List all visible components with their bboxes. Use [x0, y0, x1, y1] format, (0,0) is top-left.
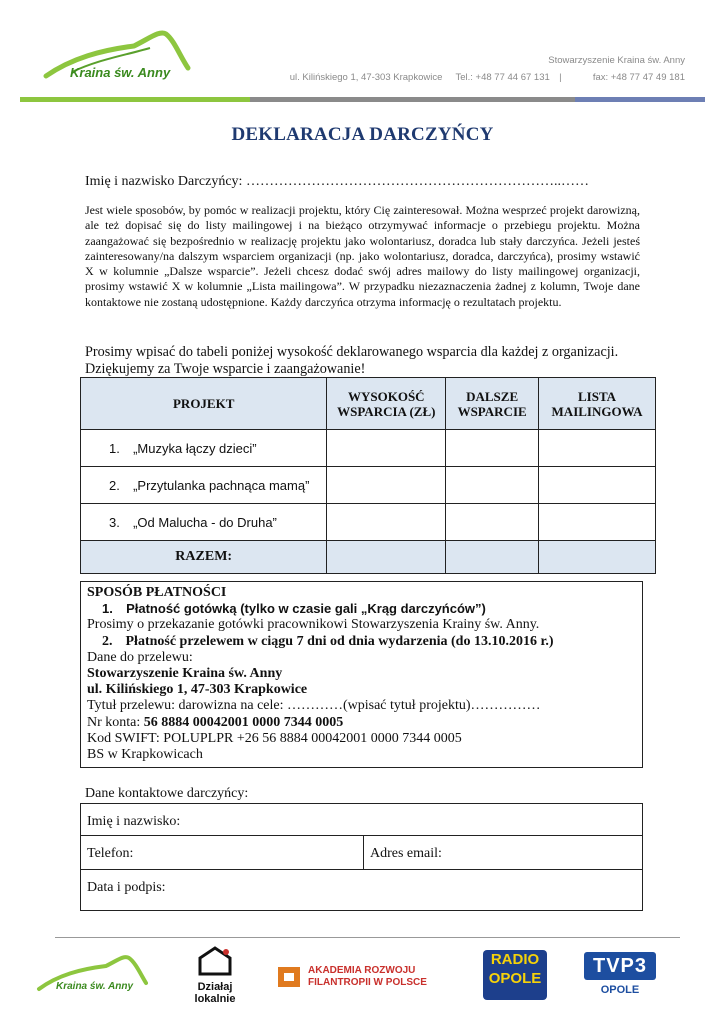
account-number: 56 8884 00042001 0000 7344 0005	[143, 714, 344, 730]
further-support-cell[interactable]	[446, 504, 539, 541]
radio-line-1: RADIO	[490, 951, 540, 968]
footer-logo-tvp3	[584, 952, 656, 1002]
email-field-label: Adres email:	[370, 846, 442, 861]
total-label: RAZEM:	[81, 541, 327, 574]
project-cell	[81, 504, 327, 541]
tvp3-sub: OPOLE	[600, 984, 640, 996]
table-row	[81, 504, 656, 541]
recipient-name: Stowarzyszenie Kraina św. Anny	[87, 666, 283, 682]
payment-heading: SPOSÓB PŁATNOŚCI	[87, 585, 227, 600]
footer-logo-dzialaj	[192, 946, 238, 1008]
house-icon	[196, 946, 234, 976]
payment-option-cash	[87, 601, 636, 617]
footer-logo-akademia	[276, 963, 446, 991]
transfer-title: Tytuł przelewu: darowizna na cele: …………(wpisać tytuł projektu)……………	[87, 698, 541, 714]
account-label: Nr konta:	[87, 714, 144, 730]
signature-field[interactable]	[81, 870, 643, 911]
request-line-2: Dziękujemy za Twoje wsparcie i zaangażowanie!	[85, 360, 366, 377]
org-name: Stowarzyszenie Kraina św. Anny	[548, 55, 685, 66]
tvp3-badge: TVP3	[584, 952, 656, 980]
header-separator: |	[559, 72, 562, 83]
option-number: 2.	[102, 633, 113, 649]
header-band-grey	[250, 97, 575, 102]
name-field[interactable]	[81, 804, 643, 836]
cash-description: Prosimy o przekazanie gotówki pracownikowi Stowarzyszenia Krainy św. Anny.	[87, 617, 540, 633]
recipient-address: ul. Kilińskiego 1, 47-303 Krapkowice	[87, 682, 308, 698]
amount-cell[interactable]	[327, 467, 446, 504]
intro-paragraph: Jest wiele sposobów, by pomóc w realizacji projektu, który Cię zainteresował. Można wesprzeć projekt darowizną, ale też dopisać się do listy mailingowej i na bieżąco otrzymywać informacje o przebiegu projektu. Można zaangażować się bezpośrednio w realizację projektu jako wolontariusz, doradca lub stały darczyńca. Jeżeli jesteś zainteresowany/na dalszym wsparciem organizacji (np. jako wolontariusz, doradca, darczyńca), prosimy wstawić X w kolumnie „Dalsze wsparcie”. Jeżeli chcesz dodać swój adres mailowy do listy mailingowej organizacji, prosimy wstawić X w kolumnie „Lista mailingowa”. W przypadku niezaznaczenia żadnej z kolumn, Twoje dane kontaktowe nie zostaną udostępnione. Każdy darczyńca otrzyma informację o rezultatach projektu.	[85, 203, 640, 309]
logo-text: Kraina św. Anny	[70, 65, 171, 80]
project-name: „Przytulanka pachnąca mamą”	[133, 477, 310, 493]
header-logo	[42, 28, 192, 88]
document-title: DEKLARACJA DARCZYŃCY	[231, 124, 494, 145]
header-wysokosc: WYSOKOŚĆ WSPARCIA (ZŁ)	[327, 378, 446, 430]
request-text	[85, 344, 655, 377]
org-address: ul. Kilińskiego 1, 47-303 Krapkowice	[289, 72, 443, 83]
account-line	[87, 715, 636, 731]
total-amount-cell[interactable]	[327, 541, 446, 574]
header-band-blue	[575, 97, 705, 102]
swift-line: Kod SWIFT: POLUPLPR +26 56 8884 00042001 0000 7344 0005	[87, 730, 462, 746]
akademia-line-2: FILANTROPII W POLSCE	[308, 977, 427, 988]
phone-field[interactable]	[81, 836, 364, 870]
option-title: Płatność gotówką (tylko w czasie gali „Krąg darczyńców”)	[126, 601, 486, 617]
project-name: „Muzyka łączy dzieci”	[133, 440, 257, 456]
mailing-list-cell[interactable]	[539, 467, 656, 504]
kraina-logo-icon	[36, 953, 148, 999]
mailing-list-cell[interactable]	[539, 504, 656, 541]
email-field[interactable]	[364, 836, 643, 870]
header-dalsze: DALSZE WSPARCIE	[446, 378, 539, 430]
footer-logo-kraina	[36, 953, 148, 999]
dzialaj-line-1: Działaj	[197, 981, 233, 993]
project-cell	[81, 467, 327, 504]
project-number: 2.	[109, 477, 120, 493]
request-line-1: Prosimy wpisać do tabeli poniżej wysokość deklarowanego wsparcia dla każdej z organizacji.	[85, 344, 619, 360]
total-mailing-cell	[539, 541, 656, 574]
contact-label: Dane kontaktowe darczyńcy:	[85, 786, 249, 801]
header-address-line	[290, 69, 685, 86]
header-contact	[290, 52, 685, 86]
table-row	[81, 430, 656, 467]
dzialaj-line-2: lokalnie	[194, 993, 236, 1005]
payment-option-transfer	[87, 634, 636, 650]
mailing-list-cell[interactable]	[539, 430, 656, 467]
project-table	[80, 377, 656, 574]
header-band-green	[20, 97, 250, 102]
project-cell	[81, 430, 327, 467]
total-further-cell	[446, 541, 539, 574]
org-fax: fax: +48 77 47 49 181	[592, 72, 685, 83]
total-row	[81, 541, 656, 574]
header-projekt: PROJEKT	[81, 378, 327, 430]
table-row	[81, 467, 656, 504]
org-tel: Tel.: +48 77 44 67 131	[455, 72, 550, 83]
option-title: Płatność przelewem w ciągu 7 dni od dnia wydarzenia (do 13.10.2016 r.)	[125, 633, 554, 649]
project-number: 3.	[109, 514, 120, 530]
akademia-line-1: AKADEMIA ROZWOJU	[308, 965, 416, 976]
option-number: 1.	[102, 601, 113, 617]
amount-cell[interactable]	[327, 430, 446, 467]
project-name: „Od Malucha - do Druha”	[133, 514, 277, 530]
project-number: 1.	[109, 440, 120, 456]
amount-cell[interactable]	[327, 504, 446, 541]
further-support-cell[interactable]	[446, 467, 539, 504]
footer-divider	[55, 937, 680, 938]
payment-box	[80, 581, 643, 768]
table-header-row	[81, 378, 656, 430]
transfer-label: Dane do przelewu:	[87, 649, 193, 665]
footer-logo-text: Kraina św. Anny	[56, 981, 134, 992]
radio-line-2: OPOLE	[488, 970, 542, 987]
further-support-cell[interactable]	[446, 430, 539, 467]
footer-logo-radio-opole	[483, 950, 547, 1000]
donor-name-line: Imię i nazwisko Darczyńcy: …………………………………………………………..……	[85, 174, 589, 189]
bank-name: BS w Krapkowicach	[87, 747, 203, 763]
phone-field-label: Telefon:	[87, 846, 134, 861]
header-lista: LISTA MAILINGOWA	[539, 378, 656, 430]
akademia-logo-icon	[276, 965, 302, 989]
contact-table	[80, 803, 643, 911]
signature-field-label: Data i podpis:	[87, 880, 166, 895]
name-field-label: Imię i nazwisko:	[87, 814, 181, 829]
